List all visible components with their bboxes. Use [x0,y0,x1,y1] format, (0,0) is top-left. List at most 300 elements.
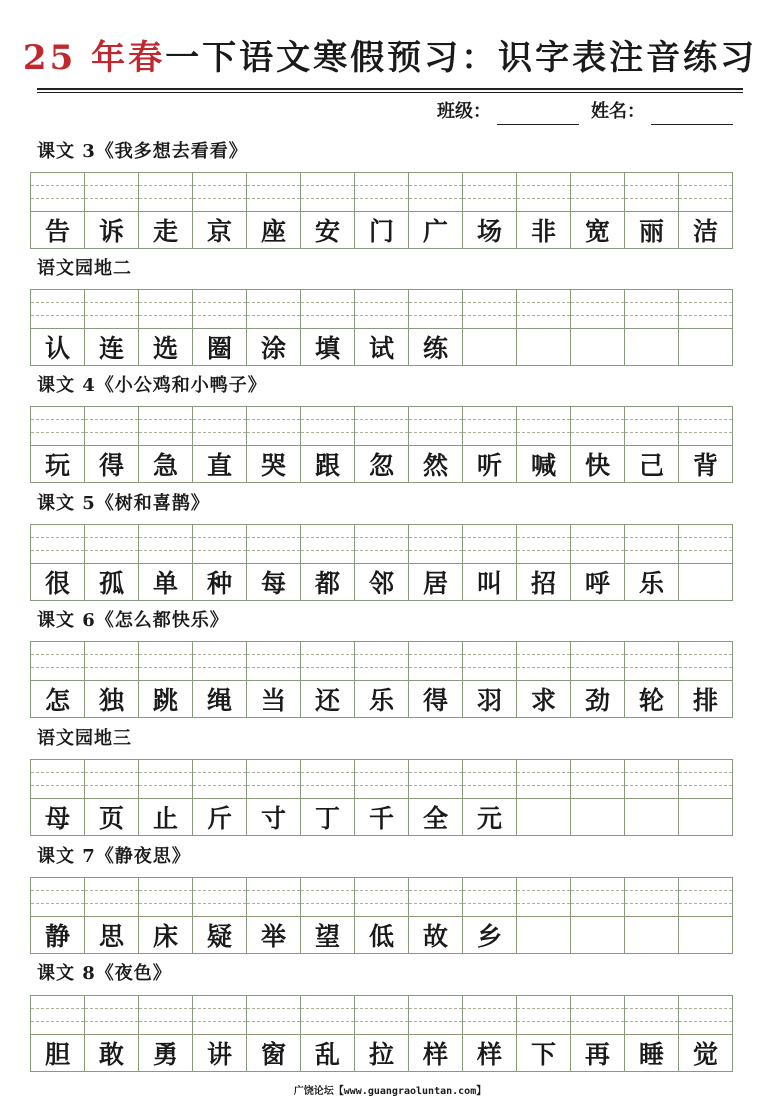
practice-cell [409,173,463,248]
practice-cell [625,996,679,1071]
pinyin-guide-line [571,302,624,303]
practice-cell [571,642,625,717]
pinyin-guide-line [625,1021,678,1022]
hanzi-char: 然 [422,451,448,480]
pinyin-guide-line [517,772,570,773]
pinyin-box[interactable] [517,878,570,917]
pinyin-box[interactable] [31,407,84,446]
pinyin-box[interactable] [517,290,570,329]
hanzi-char: 胆 [44,1040,70,1069]
pinyin-box[interactable] [31,642,84,681]
pinyin-box[interactable] [139,878,192,917]
pinyin-box[interactable] [625,760,678,799]
hanzi-char [679,917,732,953]
pinyin-box[interactable] [193,878,246,917]
practice-grid [30,524,733,601]
hanzi-char: 居 [422,569,448,598]
pinyin-box[interactable] [139,407,192,446]
practice-cell [139,642,193,717]
pinyin-guide-line [301,432,354,433]
hanzi-char: 乐 [368,686,394,715]
pinyin-box[interactable] [301,642,354,681]
pinyin-box[interactable] [355,290,408,329]
pinyin-guide-line [409,1021,462,1022]
name-field[interactable] [651,104,733,125]
name-label: 姓名： [591,101,645,122]
hanzi-char: 乐 [638,569,664,598]
practice-cell [85,642,139,717]
pinyin-box[interactable] [85,996,138,1035]
pinyin-guide-line [85,654,138,655]
pinyin-guide-line [625,550,678,551]
pinyin-box[interactable] [571,407,624,446]
pinyin-guide-line [247,667,300,668]
pinyin-guide-line [139,1021,192,1022]
pinyin-box[interactable] [193,173,246,212]
practice-cell [355,525,409,600]
pinyin-box[interactable] [625,996,678,1035]
pinyin-guide-line [625,1008,678,1009]
practice-cell [409,642,463,717]
practice-cell [85,173,139,248]
pinyin-guide-line [139,772,192,773]
pinyin-box[interactable] [193,407,246,446]
pinyin-box[interactable] [463,525,516,564]
practice-cell [31,525,85,600]
pinyin-guide-line [85,315,138,316]
pinyin-box[interactable] [679,760,732,799]
pinyin-guide-line [193,785,246,786]
pinyin-guide-line [85,890,138,891]
pinyin-guide-line [247,550,300,551]
hanzi-char: 止 [152,804,178,833]
pinyin-guide-line [193,654,246,655]
pinyin-box[interactable] [301,290,354,329]
pinyin-box[interactable] [571,290,624,329]
hanzi-char: 哭 [260,451,286,480]
hanzi-char: 千 [368,804,394,833]
pinyin-guide-line [301,890,354,891]
pinyin-guide-line [247,785,300,786]
hanzi-char: 练 [422,334,448,363]
pinyin-box[interactable] [139,760,192,799]
pinyin-guide-line [193,772,246,773]
hanzi-char: 很 [44,569,70,598]
practice-cell [247,996,301,1071]
practice-cell [139,760,193,835]
pinyin-box[interactable] [85,760,138,799]
pinyin-guide-line [517,1008,570,1009]
hanzi-char [625,329,678,365]
pinyin-box[interactable] [571,996,624,1035]
practice-cell [679,996,732,1071]
hanzi-char [571,329,624,365]
pinyin-box[interactable] [301,760,354,799]
pinyin-box[interactable] [193,290,246,329]
hanzi-char: 举 [260,922,286,951]
hanzi-char: 忽 [368,451,394,480]
pinyin-box[interactable] [139,525,192,564]
pinyin-box[interactable] [247,760,300,799]
pinyin-box[interactable] [85,290,138,329]
pinyin-guide-line [247,537,300,538]
pinyin-guide-line [409,654,462,655]
hanzi-char: 圈 [206,334,232,363]
practice-cell [463,642,517,717]
hanzi-char: 洁 [692,217,718,246]
footer-text: 广饶论坛【www.guangraoluntan.com】 [293,1086,487,1097]
pinyin-guide-line [139,185,192,186]
pinyin-box[interactable] [571,760,624,799]
pinyin-guide-line [139,315,192,316]
pinyin-guide-line [301,419,354,420]
pinyin-box[interactable] [301,173,354,212]
pinyin-box[interactable] [625,525,678,564]
pinyin-guide-line [679,302,732,303]
hanzi-char: 窗 [260,1040,286,1069]
pinyin-box[interactable] [247,290,300,329]
pinyin-box[interactable] [463,173,516,212]
pinyin-box[interactable] [85,878,138,917]
pinyin-guide-line [193,419,246,420]
hanzi-char [679,329,732,365]
pinyin-box[interactable] [625,642,678,681]
practice-cell [247,760,301,835]
pinyin-box[interactable] [409,996,462,1035]
pinyin-box[interactable] [409,878,462,917]
pinyin-box[interactable] [355,173,408,212]
pinyin-guide-line [679,1008,732,1009]
practice-grid [30,877,733,954]
pinyin-box[interactable] [31,173,84,212]
pinyin-guide-line [679,1021,732,1022]
pinyin-guide-line [355,550,408,551]
pinyin-guide-line [301,198,354,199]
pinyin-guide-line [31,198,84,199]
pinyin-guide-line [625,654,678,655]
hanzi-char: 母 [44,804,70,833]
practice-cell [463,996,517,1071]
pinyin-box[interactable] [625,173,678,212]
pinyin-box[interactable] [463,878,516,917]
pinyin-box[interactable] [679,173,732,212]
pinyin-box[interactable] [301,525,354,564]
pinyin-guide-line [247,654,300,655]
pinyin-guide-line [301,537,354,538]
lesson-title: 课文 4《小公鸡和小鸭子》 [37,375,267,396]
pinyin-box[interactable] [355,878,408,917]
pinyin-box[interactable] [463,642,516,681]
hanzi-char: 元 [476,804,502,833]
pinyin-guide-line [355,903,408,904]
pinyin-box[interactable] [31,878,84,917]
pinyin-box[interactable] [625,878,678,917]
practice-cell [301,407,355,482]
pinyin-guide-line [193,198,246,199]
pinyin-guide-line [463,772,516,773]
pinyin-box[interactable] [517,642,570,681]
practice-cell [409,525,463,600]
pinyin-box[interactable] [31,760,84,799]
practice-cell [139,290,193,365]
hanzi-char [679,564,732,600]
practice-cell [31,173,85,248]
pinyin-box[interactable] [463,996,516,1035]
hanzi-char [571,799,624,835]
pinyin-guide-line [409,785,462,786]
pinyin-guide-line [355,315,408,316]
pinyin-box[interactable] [463,290,516,329]
pinyin-box[interactable] [85,525,138,564]
pinyin-guide-line [409,198,462,199]
hanzi-char: 寸 [260,804,286,833]
pinyin-box[interactable] [355,996,408,1035]
pinyin-guide-line [85,198,138,199]
practice-cell [571,760,625,835]
class-label: 班级： [437,101,491,122]
pinyin-guide-line [679,903,732,904]
practice-cell [517,407,571,482]
pinyin-guide-line [193,185,246,186]
pinyin-guide-line [463,315,516,316]
practice-cell [193,760,247,835]
pinyin-box[interactable] [517,760,570,799]
pinyin-box[interactable] [679,407,732,446]
pinyin-box[interactable] [193,525,246,564]
pinyin-guide-line [625,315,678,316]
hanzi-char: 丽 [638,217,664,246]
practice-cell [85,290,139,365]
pinyin-box[interactable] [571,878,624,917]
pinyin-guide-line [625,772,678,773]
pinyin-guide-line [193,550,246,551]
practice-cell [85,525,139,600]
pinyin-guide-line [463,1008,516,1009]
pinyin-guide-line [625,185,678,186]
pinyin-box[interactable] [85,407,138,446]
practice-cell [31,290,85,365]
practice-cell [193,525,247,600]
practice-cell [571,290,625,365]
hanzi-char: 当 [260,686,286,715]
pinyin-box[interactable] [193,996,246,1035]
pinyin-box[interactable] [139,173,192,212]
pinyin-box[interactable] [355,642,408,681]
pinyin-box[interactable] [679,642,732,681]
practice-cell [247,407,301,482]
pinyin-guide-line [517,419,570,420]
pinyin-box[interactable] [301,878,354,917]
pinyin-guide-line [571,419,624,420]
pinyin-guide-line [517,890,570,891]
pinyin-guide-line [31,785,84,786]
pinyin-guide-line [247,198,300,199]
pinyin-box[interactable] [139,996,192,1035]
pinyin-guide-line [571,198,624,199]
pinyin-guide-line [625,890,678,891]
pinyin-guide-line [31,654,84,655]
pinyin-box[interactable] [247,878,300,917]
practice-grid [30,289,733,366]
student-info [437,99,733,125]
hanzi-char: 得 [422,686,448,715]
hanzi-char: 勇 [152,1040,178,1069]
pinyin-guide-line [301,654,354,655]
pinyin-guide-line [247,890,300,891]
pinyin-box[interactable] [517,407,570,446]
hanzi-char: 快 [584,451,610,480]
pinyin-guide-line [355,198,408,199]
practice-cell [193,878,247,953]
pinyin-box[interactable] [193,642,246,681]
practice-cell [463,407,517,482]
pinyin-guide-line [409,419,462,420]
pinyin-guide-line [193,890,246,891]
practice-cell [679,407,732,482]
pinyin-box[interactable] [625,407,678,446]
class-field[interactable] [497,104,579,125]
hanzi-char: 涂 [260,334,286,363]
title-rule-thin [37,92,743,93]
practice-cell [301,525,355,600]
pinyin-box[interactable] [463,760,516,799]
hanzi-char: 床 [152,922,178,951]
hanzi-char: 都 [314,569,340,598]
pinyin-guide-line [517,654,570,655]
pinyin-guide-line [679,890,732,891]
hanzi-char: 孤 [98,569,124,598]
pinyin-box[interactable] [409,173,462,212]
hanzi-char: 怎 [44,686,70,715]
pinyin-box[interactable] [355,407,408,446]
pinyin-box[interactable] [571,173,624,212]
pinyin-guide-line [571,185,624,186]
pinyin-box[interactable] [625,290,678,329]
pinyin-box[interactable] [247,173,300,212]
pinyin-guide-line [139,785,192,786]
practice-cell [679,290,732,365]
pinyin-box[interactable] [301,407,354,446]
pinyin-box[interactable] [139,642,192,681]
pinyin-box[interactable] [301,996,354,1035]
pinyin-box[interactable] [409,290,462,329]
practice-cell [409,290,463,365]
hanzi-char: 拉 [368,1040,394,1069]
pinyin-guide-line [463,1021,516,1022]
pinyin-guide-line [625,419,678,420]
pinyin-box[interactable] [247,642,300,681]
hanzi-char: 思 [98,922,124,951]
pinyin-guide-line [409,1008,462,1009]
pinyin-box[interactable] [517,525,570,564]
hanzi-char: 玩 [44,451,70,480]
pinyin-guide-line [517,667,570,668]
practice-cell [571,878,625,953]
pinyin-guide-line [85,185,138,186]
pinyin-box[interactable] [679,525,732,564]
pinyin-guide-line [193,315,246,316]
pinyin-guide-line [463,785,516,786]
hanzi-char: 样 [422,1040,448,1069]
pinyin-guide-line [517,185,570,186]
pinyin-guide-line [31,1021,84,1022]
pinyin-box[interactable] [247,407,300,446]
pinyin-guide-line [355,537,408,538]
pinyin-guide-line [247,432,300,433]
pinyin-box[interactable] [31,525,84,564]
practice-cell [463,878,517,953]
pinyin-box[interactable] [409,407,462,446]
practice-cell [517,173,571,248]
pinyin-guide-line [463,903,516,904]
pinyin-guide-line [247,1008,300,1009]
pinyin-box[interactable] [85,173,138,212]
pinyin-guide-line [625,537,678,538]
lesson-title: 课文 5《树和喜鹊》 [37,493,210,514]
pinyin-box[interactable] [517,996,570,1035]
hanzi-char [625,917,678,953]
pinyin-box[interactable] [355,525,408,564]
pinyin-guide-line [85,667,138,668]
pinyin-box[interactable] [247,525,300,564]
pinyin-box[interactable] [31,996,84,1035]
practice-cell [679,760,732,835]
pinyin-box[interactable] [571,642,624,681]
practice-cell [625,525,679,600]
pinyin-guide-line [85,903,138,904]
pinyin-box[interactable] [571,525,624,564]
hanzi-char: 望 [314,922,340,951]
pinyin-box[interactable] [409,642,462,681]
pinyin-box[interactable] [31,290,84,329]
pinyin-box[interactable] [409,525,462,564]
pinyin-box[interactable] [193,760,246,799]
practice-cell [625,760,679,835]
pinyin-guide-line [139,537,192,538]
practice-cell [85,407,139,482]
pinyin-guide-line [355,1008,408,1009]
pinyin-guide-line [571,537,624,538]
practice-cell [679,173,732,248]
pinyin-box[interactable] [517,173,570,212]
pinyin-guide-line [85,419,138,420]
hanzi-char: 轮 [638,686,664,715]
pinyin-guide-line [355,302,408,303]
pinyin-guide-line [679,537,732,538]
pinyin-guide-line [85,1021,138,1022]
hanzi-char: 喊 [530,451,556,480]
pinyin-box[interactable] [679,996,732,1035]
pinyin-guide-line [193,1008,246,1009]
pinyin-box[interactable] [679,878,732,917]
pinyin-box[interactable] [679,290,732,329]
practice-cell [247,642,301,717]
pinyin-guide-line [139,903,192,904]
pinyin-box[interactable] [85,642,138,681]
pinyin-guide-line [31,1008,84,1009]
pinyin-guide-line [679,654,732,655]
pinyin-guide-line [31,667,84,668]
hanzi-char [571,917,624,953]
pinyin-guide-line [517,537,570,538]
pinyin-box[interactable] [247,996,300,1035]
pinyin-box[interactable] [463,407,516,446]
pinyin-box[interactable] [409,760,462,799]
pinyin-box[interactable] [355,760,408,799]
pinyin-box[interactable] [139,290,192,329]
pinyin-guide-line [31,890,84,891]
hanzi-char: 排 [692,686,718,715]
